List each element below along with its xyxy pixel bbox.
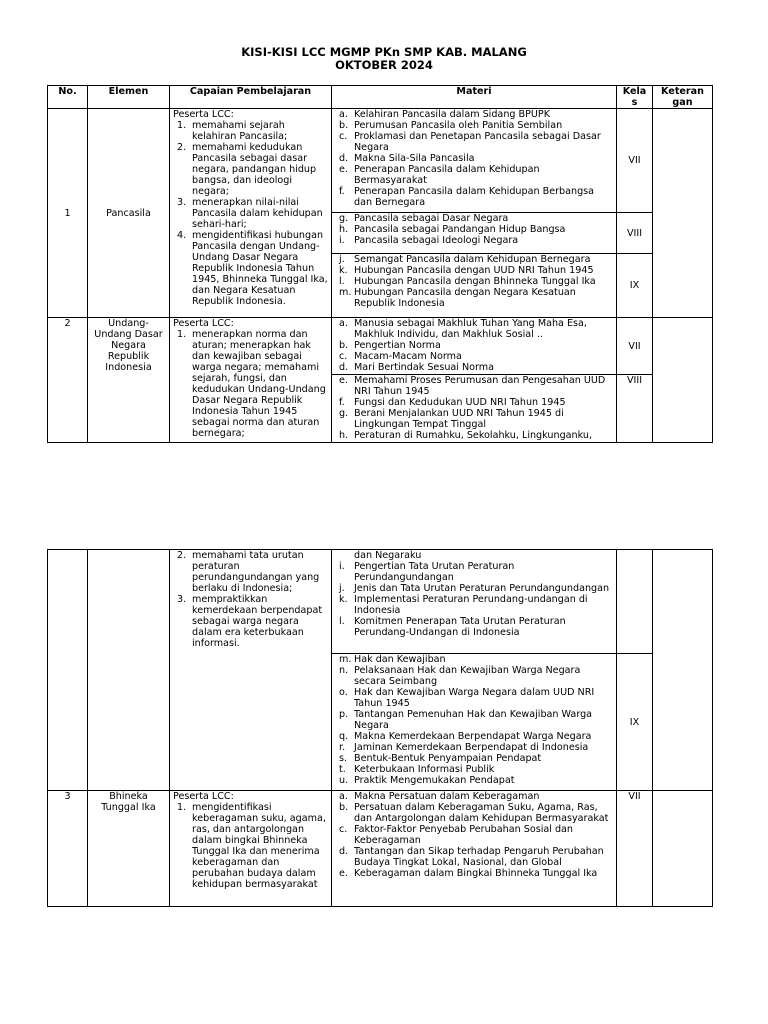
list-item: e. Penerapan Pancasila dalam Kehidupan Bermasyarakat bbox=[339, 164, 540, 186]
keterangan-cell bbox=[653, 791, 713, 907]
row-number: 1 bbox=[48, 109, 88, 318]
materi-group-viii bbox=[332, 375, 617, 443]
list-item: 2. memahami kedudukan Pancasila sebagai dasar negara, pandangan hidup bangsa, dan ideologi negara; bbox=[177, 142, 317, 197]
list-item: g. Berani Menjalankan UUD NRI Tahun 1945 di Lingkungan Tempat Tinggal bbox=[339, 408, 564, 430]
materi-group-viii bbox=[332, 213, 617, 254]
list-item: u. Praktik Mengemukakan Pendapat bbox=[339, 775, 515, 786]
table-row bbox=[48, 109, 713, 213]
list-item: n. Pelaksanaan Hak dan Kewajiban Warga Negara secara Seimbang bbox=[339, 665, 581, 687]
list-item: e. Memahami Proses Perumusan dan Pengesahan UUD NRI Tahun 1945 bbox=[339, 375, 606, 397]
materi-group-vii bbox=[332, 109, 617, 213]
document-subtitle: OKTOBER 2024 bbox=[335, 58, 433, 72]
keterangan-cell bbox=[653, 109, 713, 318]
table-row bbox=[48, 550, 713, 654]
materi-group-ix bbox=[332, 254, 617, 318]
row-capaian bbox=[170, 550, 332, 791]
kelas-cell: IX bbox=[617, 654, 653, 791]
list-item: k. Hubungan Pancasila dengan UUD NRI Tahun 1945 bbox=[339, 265, 594, 276]
list-item: 3. mempraktikkan kemerdekaan berpendapat sebagai warga negara dalam era keterbukaan informasi. bbox=[177, 594, 323, 649]
header-capaian: Capaian Pembelajaran bbox=[170, 86, 332, 109]
kelas-cell: VIII bbox=[617, 213, 653, 254]
list-item: a. Kelahiran Pancasila dalam Sidang BPUPK bbox=[339, 109, 551, 120]
list-item: j. Semangat Pancasila dalam Kehidupan Bernegara bbox=[339, 254, 591, 265]
keterangan-cell bbox=[653, 550, 713, 791]
list-item: h. Pancasila sebagai Pandangan Hidup Bangsa bbox=[339, 224, 566, 235]
list-item: c. Faktor-Faktor Penyebab Perubahan Sosial dan Keberagaman bbox=[339, 824, 574, 846]
row-capaian bbox=[170, 318, 332, 443]
table-header-row bbox=[48, 86, 713, 109]
row-elemen: Pancasila bbox=[88, 109, 170, 318]
row-elemen: Bhineka Tunggal Ika bbox=[88, 791, 170, 907]
table-row bbox=[48, 791, 713, 907]
list-item: m. Hak dan Kewajiban bbox=[339, 654, 446, 665]
list-item: s. Bentuk-Bentuk Penyampaian Pendapat bbox=[339, 753, 542, 764]
list-item: b. Pengertian Norma bbox=[339, 340, 441, 351]
list-item: p. Tantangan Pemenuhan Hak dan Kewajiban Warga Negara bbox=[339, 709, 593, 731]
list-item: t. Keterbukaan Informasi Publik bbox=[339, 764, 495, 775]
row-capaian bbox=[170, 109, 332, 318]
list-item: 2. memahami tata urutan peraturan perundangundangan yang berlaku di Indonesia; bbox=[177, 550, 320, 594]
list-item: r. Jaminan Kemerdekaan Berpendapat di Indonesia bbox=[339, 742, 589, 753]
header-kelas: Kela s bbox=[617, 86, 653, 109]
document-title: KISI-KISI LCC MGMP PKn SMP KAB. MALANG bbox=[241, 45, 527, 59]
capaian-intro: Peserta LCC: bbox=[173, 791, 234, 802]
capaian-intro: Peserta LCC: bbox=[173, 318, 234, 329]
list-item: i. Pancasila sebagai Ideologi Negara bbox=[339, 235, 519, 246]
list-item: f. Penerapan Pancasila dalam Kehidupan Berbangsa dan Bernegara bbox=[339, 186, 595, 208]
list-item: b. Persatuan dalam Keberagaman Suku, Agama, Ras, dan Antargolongan dalam Kehidupan Bermasyarakat bbox=[339, 802, 609, 824]
list-item: l. Komitmen Penerapan Tata Urutan Peraturan Perundang-Undangan di Indonesia bbox=[339, 616, 566, 638]
kelas-cell: VIII bbox=[617, 375, 653, 443]
list-item: a. Makna Persatuan dalam Keberagaman bbox=[339, 791, 540, 802]
list-item: l. Hubungan Pancasila dengan Bhinneka Tunggal Ika bbox=[339, 276, 596, 287]
list-item: b. Perumusan Pancasila oleh Panitia Sembilan bbox=[339, 120, 563, 131]
kelas-cell: VII bbox=[617, 109, 653, 213]
list-item: a. Manusia sebagai Makhluk Tuhan Yang Maha Esa, Makhluk Individu, dan Makhluk Sosial .. bbox=[339, 318, 587, 340]
capaian-list bbox=[173, 120, 328, 307]
list-item: j. Jenis dan Tata Urutan Peraturan Perundangundangan bbox=[339, 583, 610, 594]
materi-group-vii bbox=[332, 318, 617, 375]
list-item: 4. mengidentifikasi hubungan Pancasila dengan Undang-Undang Dasar Negara Republik Indonesia Tahun 1945, Bhinneka Tunggal Ika, dan Negara Kesatuan Republik Indonesia. bbox=[177, 230, 328, 307]
kelas-cell: VII bbox=[617, 318, 653, 375]
kelas-cell: VII bbox=[617, 791, 653, 907]
kelas-cell bbox=[617, 550, 653, 654]
keterangan-cell bbox=[653, 318, 713, 443]
row-number: 3 bbox=[48, 791, 88, 907]
list-item: c. Proklamasi dan Penetapan Pancasila sebagai Dasar Negara bbox=[339, 131, 601, 153]
list-item: 1. mengidentifikasi keberagaman suku, agama, ras, dan antargolongan dalam bingkai Bhinneka Tunggal Ika dan menerima keberagaman dan perubahan budaya dalam kehidupan bermasyarakat bbox=[177, 802, 326, 890]
kisi-table-page-2 bbox=[47, 549, 713, 907]
list-item: q. Makna Kemerdekaan Berpendapat Warga Negara bbox=[339, 731, 592, 742]
list-item: e. Keberagaman dalam Bingkai Bhinneka Tunggal Ika bbox=[339, 868, 598, 879]
materi-continuation: dan Negaraku bbox=[354, 550, 422, 561]
list-item: o. Hak dan Kewajiban Warga Negara dalam UUD NRI Tahun 1945 bbox=[339, 687, 595, 709]
capaian-intro: Peserta LCC: bbox=[173, 109, 234, 120]
row-number: 2 bbox=[48, 318, 88, 443]
kisi-table-page-1 bbox=[47, 85, 713, 443]
list-item: f. Fungsi dan Kedudukan UUD NRI Tahun 1945 bbox=[339, 397, 566, 408]
header-keterangan: Keteran gan bbox=[653, 86, 713, 109]
list-item: k. Implementasi Peraturan Perundang-undangan di Indonesia bbox=[339, 594, 588, 616]
materi-group-viii-cont bbox=[332, 550, 617, 654]
kelas-cell: IX bbox=[617, 254, 653, 318]
header-materi: Materi bbox=[332, 86, 617, 109]
list-item: d. Mari Bertindak Sesuai Norma bbox=[339, 362, 495, 373]
table-row bbox=[48, 318, 713, 375]
materi-group-vii bbox=[332, 791, 617, 907]
header-no: No. bbox=[48, 86, 88, 109]
list-item: d. Tantangan dan Sikap terhadap Pengaruh Perubahan Budaya Tingkat Lokal, Nasional, dan Global bbox=[339, 846, 604, 868]
list-item: h. Peraturan di Rumahku, Sekolahku, Lingkunganku, bbox=[339, 430, 593, 441]
list-item: i. Pengertian Tata Urutan Peraturan Perundangundangan bbox=[339, 561, 515, 583]
row-elemen bbox=[88, 550, 170, 791]
header-elemen: Elemen bbox=[88, 86, 170, 109]
row-capaian bbox=[170, 791, 332, 907]
list-item: d. Makna Sila-Sila Pancasila bbox=[339, 153, 475, 164]
list-item: c. Macam-Macam Norma bbox=[339, 351, 462, 362]
list-item: 1. menerapkan norma dan aturan; menerapkan hak dan kewajiban sebagai warga negara; memahami sejarah, fungsi, dan kedudukan Undang-Undang Dasar Negara Republik Indonesia Tahun 1945 sebagai norma dan aturan bernegara; bbox=[177, 329, 326, 439]
row-number bbox=[48, 550, 88, 791]
row-elemen: Undang-Undang Dasar Negara Republik Indonesia bbox=[88, 318, 170, 443]
list-item: 3. menerapkan nilai-nilai Pancasila dalam kehidupan sehari-hari; bbox=[177, 197, 323, 230]
list-item: g. Pancasila sebagai Dasar Negara bbox=[339, 213, 509, 224]
list-item: m. Hubungan Pancasila dengan Negara Kesatuan Republik Indonesia bbox=[339, 287, 576, 309]
materi-group-ix bbox=[332, 654, 617, 791]
list-item: 1. memahami sejarah kelahiran Pancasila; bbox=[177, 120, 288, 142]
